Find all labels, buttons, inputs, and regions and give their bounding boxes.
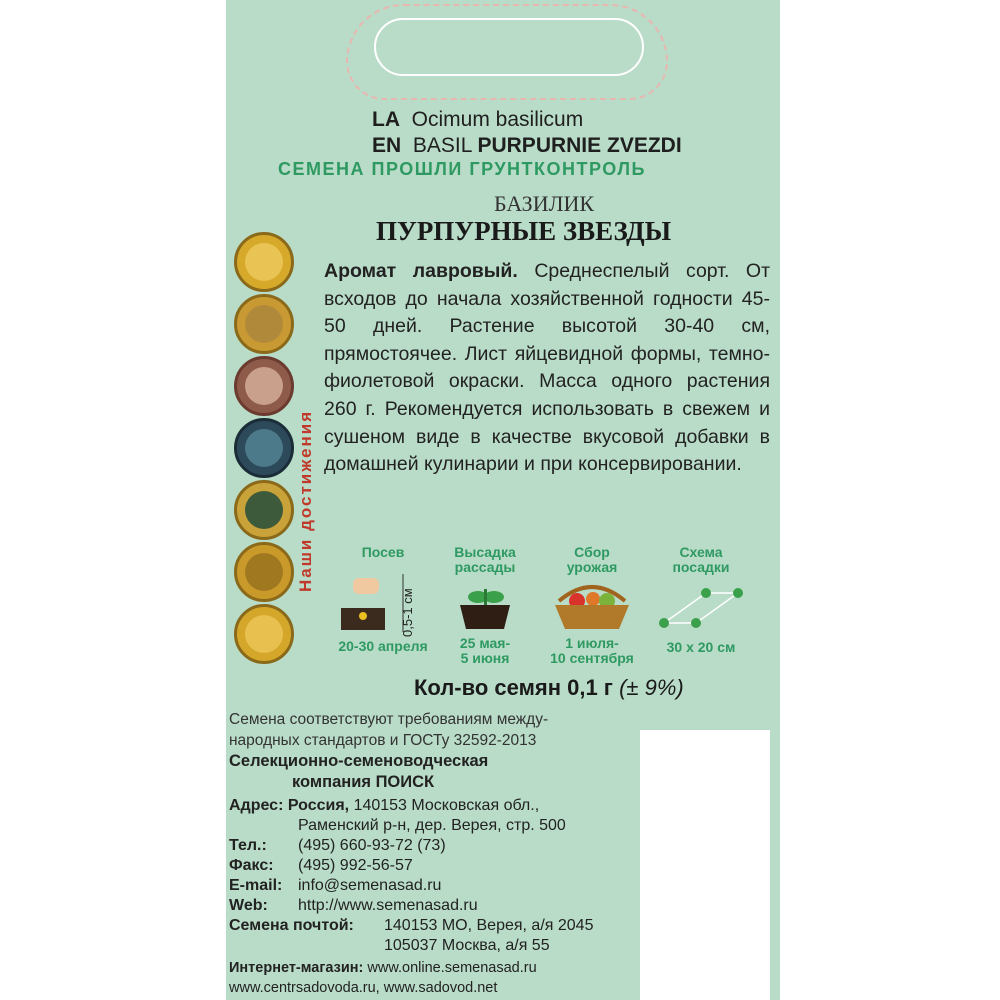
step-sowing-date: 20-30 апреля [338,638,428,654]
shop-line-2: www.centrsadovoda.ru, www.sadovod.net [229,980,498,996]
company-line-1: Селекционно-семеноводческая [229,752,489,770]
step-harvest-date-1: 1 июля- [565,635,619,651]
fax-label [229,856,274,877]
medal-icon [234,232,294,292]
medal-icon [234,542,294,602]
post-label [229,916,354,937]
planting-scheme-icon [656,579,746,631]
tel-label [229,836,267,857]
tel-value: (495) 660-93-72 (73) [298,837,446,854]
medal-icon [234,480,294,540]
post-line-2: 105037 Москва, а/я 55 [384,937,550,954]
step-harvest-date-2: 10 сентября [550,650,634,666]
step-harvest [542,545,642,666]
en-code: EN [372,134,402,157]
address-row [229,796,539,817]
step-transplant-date-1: 25 мая- [459,635,511,651]
la-name: Ocimum basilicum [411,108,584,131]
la-code: LA [372,108,400,131]
tel-label-text: Тел.: [229,837,267,854]
address-country: Россия, [287,797,350,814]
shop-row [229,958,537,979]
step-transplant-title-1: Высадка [454,544,516,560]
post-line-1: 140153 МО, Верея, а/я 2045 [384,917,594,934]
fax-label-text: Факс: [229,857,274,874]
label-blank-area [640,730,770,1000]
web-label-text: Web: [229,897,268,914]
harvest-basket-icon [547,579,637,631]
shop-line-1: www.online.semenasad.ru [367,960,537,976]
medal-icon [234,418,294,478]
seed-quantity-tolerance: (± 9%) [619,675,684,700]
latin-name-row [372,108,583,132]
seed-quantity [414,675,684,701]
variety-name: ПУРПУРНЫЕ ЗВЕЗДЫ [376,216,672,246]
description-lead: Аромат лавровый. [324,260,518,282]
control-banner: СЕМЕНА ПРОШЛИ ГРУНТКОНТРОЛЬ [278,159,646,179]
seed-packet-back [226,0,780,1000]
step-harvest-title-2: урожая [566,559,618,575]
step-sowing [318,545,448,654]
achievements-label: Наши достижения [296,409,315,592]
step-scheme-title-1: Схема [679,544,723,560]
step-transplant [440,545,530,666]
company-line-2: компания ПОИСК [292,773,435,791]
step-planting-scheme [646,545,756,655]
description-text: Среднеспелый сорт. От всходов до начала хозяйственной годности 45-50 дней. Растение высотой 30-40 см, прямостоячее. Лист яйцевидной формы, темно-фиолетовой окраски. Масса одного растения 260 г. Рекомендуется использовать в свежем и сушеном виде в качестве вкусовой добавки в домашней кулинарии и при консервировании. [324,260,770,476]
seed-quantity-label: Кол-во семян 0,1 г [414,675,613,700]
standards-line-1: Семена соответствуют требованиям между- [229,711,549,728]
standards-line-2: народных стандартов и ГОСТу 32592-2013 [229,732,537,749]
address-line-2: Раменский р-н, дер. Верея, стр. 500 [298,817,566,834]
sowing-hand-icon [333,568,433,634]
en-name-plain: BASIL [412,134,472,157]
crop-name: БАЗИЛИК [494,191,595,216]
step-transplant-title-2: рассады [454,559,516,575]
shop-label: Интернет-магазин: [229,960,364,976]
medal-icon [234,356,294,416]
web-label [229,896,268,917]
step-transplant-date-2: 5 июня [460,650,510,666]
variety-description [324,258,770,479]
email-label [229,876,282,897]
email-value: info@semenasad.ru [298,877,442,894]
sowing-depth: 0,5-1 см [400,588,415,637]
fax-value: (495) 992-56-57 [298,857,413,874]
step-scheme-title-2: посадки [672,559,730,575]
hang-hole-slot [374,18,644,76]
english-name-row [372,134,682,158]
medal-icon [234,604,294,664]
medal-icon [234,294,294,354]
address-line-1: 140153 Московская обл., [353,797,540,814]
step-sowing-title: Посев [361,544,405,560]
address-label: Адрес: [229,797,284,814]
en-name-bold: PURPURNIE ZVEZDI [477,134,682,157]
web-value: http://www.semenasad.ru [298,897,478,914]
post-label-text: Семена почтой: [229,917,354,934]
step-scheme-date: 30 x 20 см [666,639,736,655]
email-label-text: E-mail: [229,877,283,894]
seedling-pot-icon [450,579,520,631]
step-harvest-title-1: Сбор [574,544,610,560]
